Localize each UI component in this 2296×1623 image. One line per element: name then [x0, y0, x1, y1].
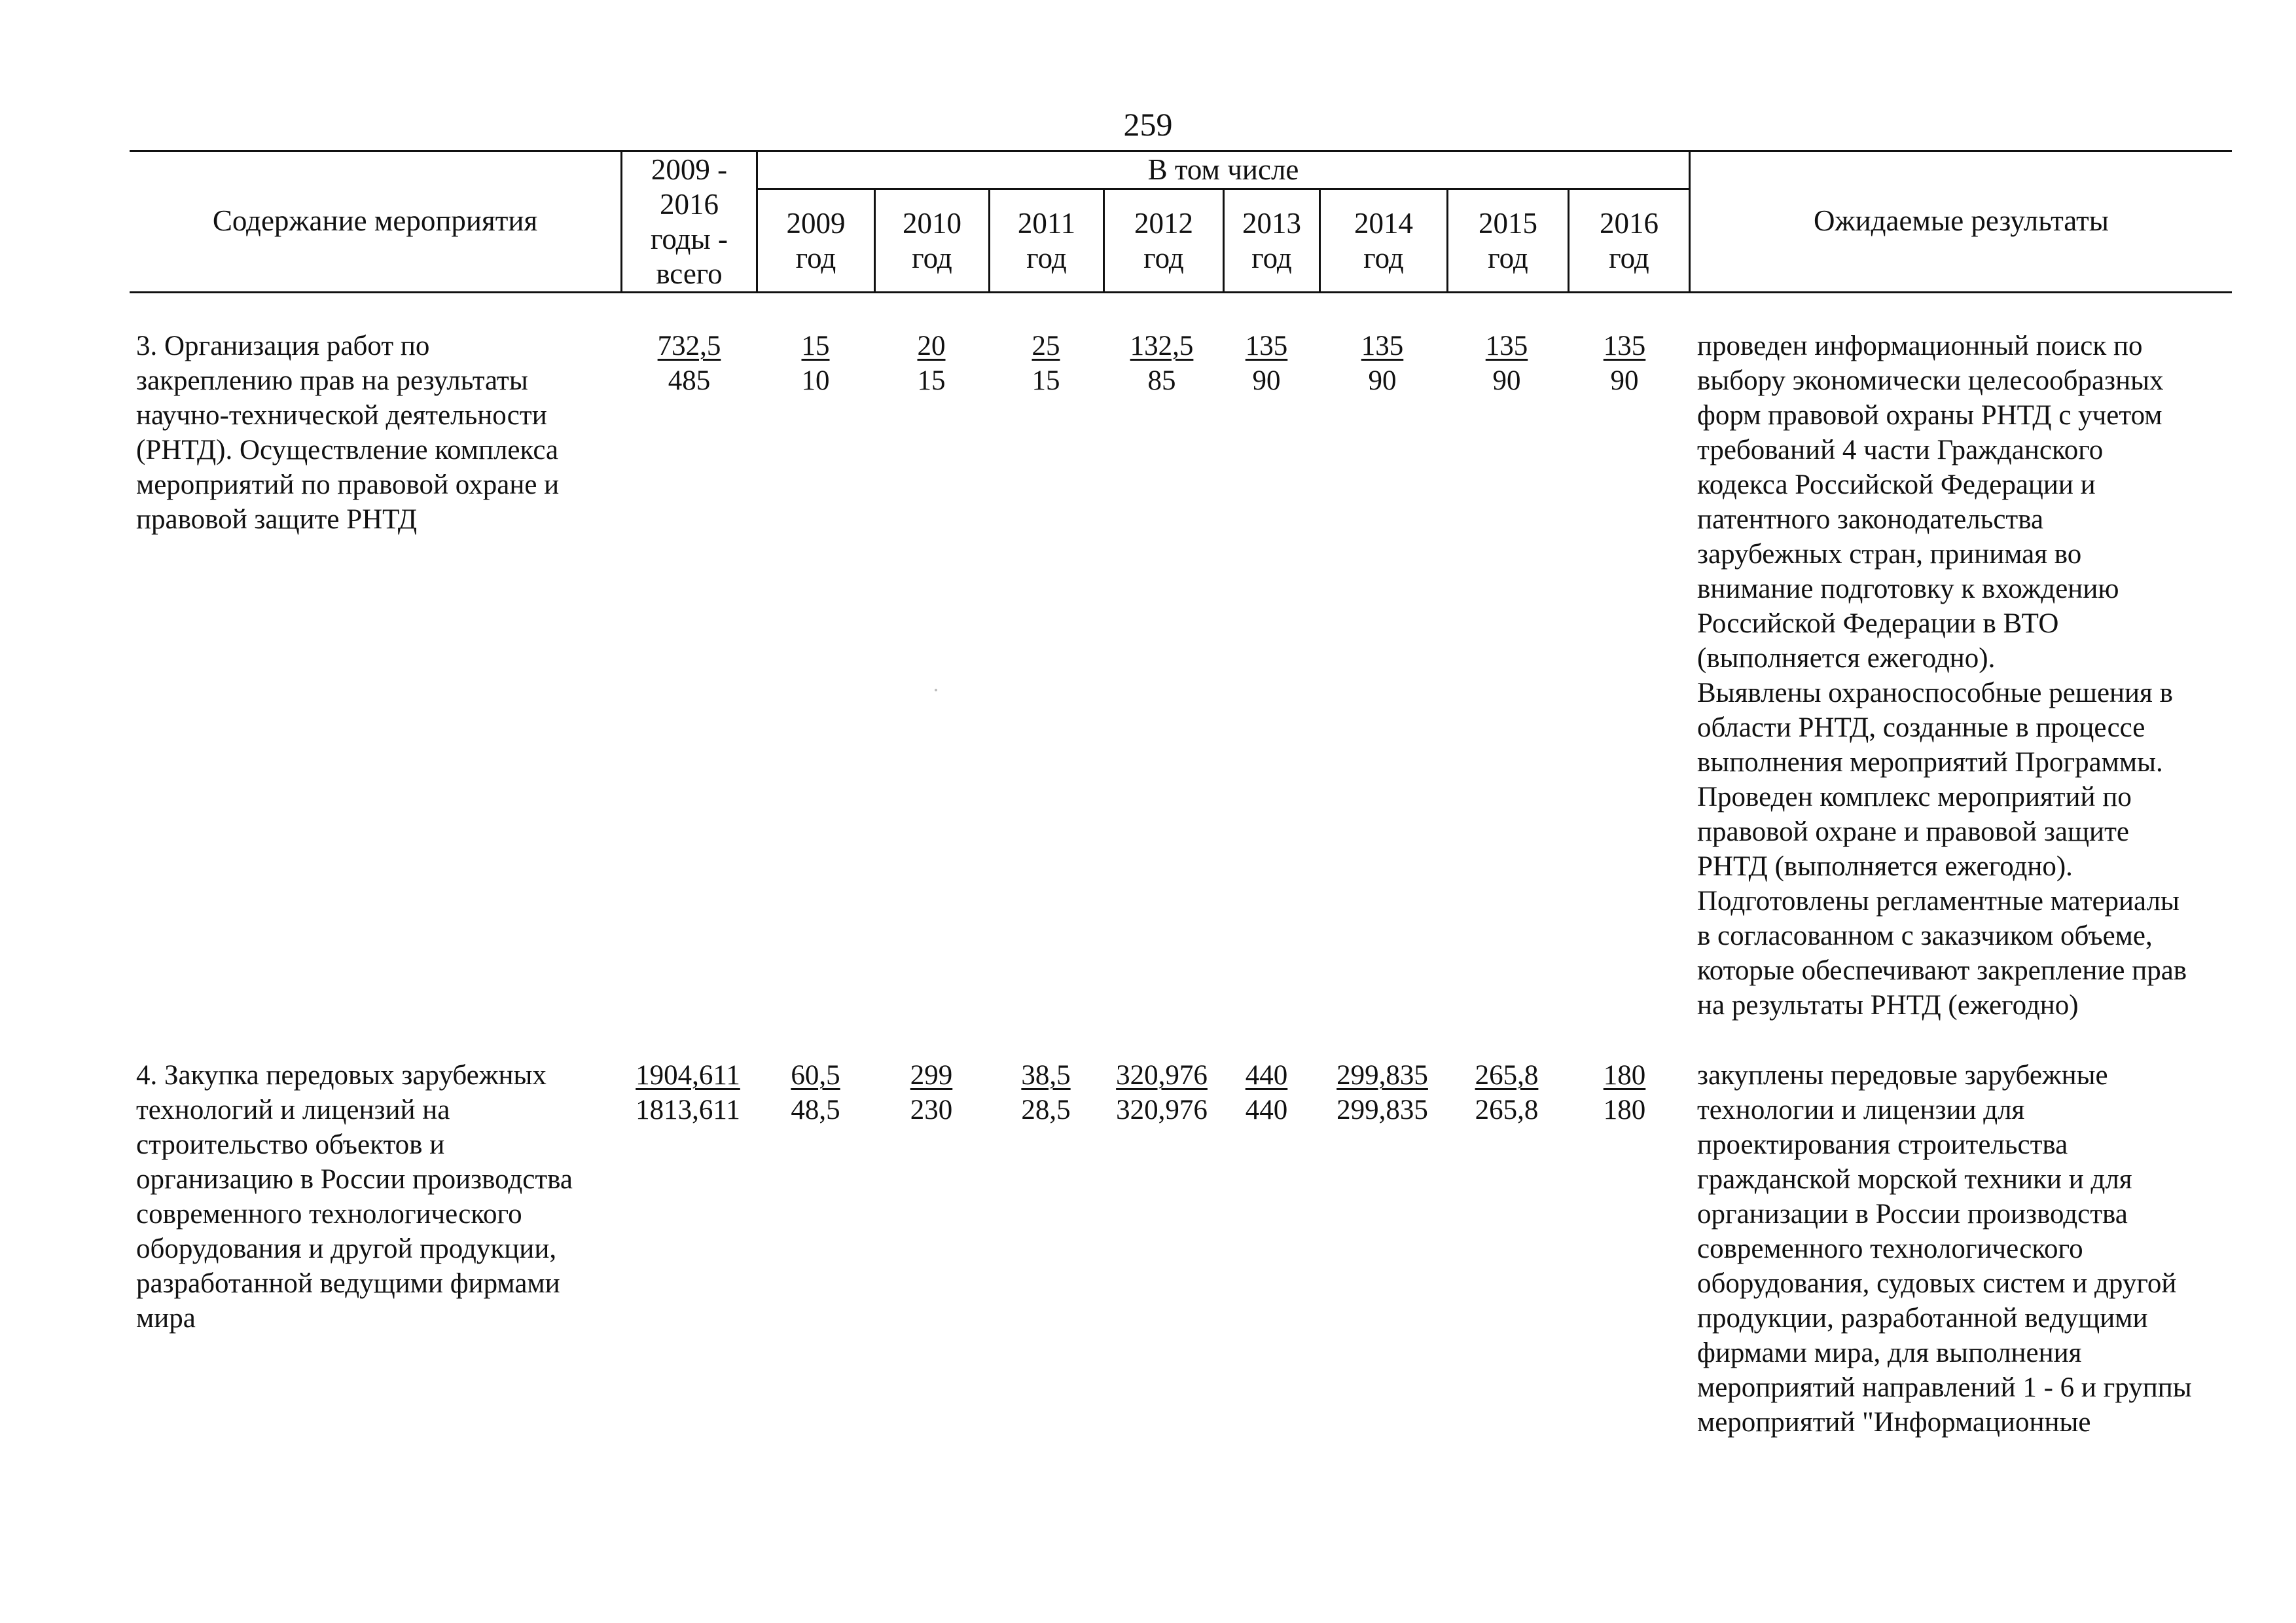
row-4-2016-bottom: 180: [1603, 1095, 1646, 1125]
row-3-year-2013: [1211, 329, 1322, 398]
header-year-2013: [1225, 190, 1319, 291]
row-4-2011-top: 38,5: [1021, 1060, 1071, 1091]
row-3-2015-bottom: 90: [1492, 365, 1521, 396]
row-4-2011-bottom: 28,5: [1021, 1095, 1071, 1125]
row-4-2015-bottom: 265,8: [1475, 1095, 1539, 1125]
row-4-results: закуплены передовые зарубежные технологии и лицензии для проектирования строительства гражданской морской техники и для организации в России производства современного технологического оборудования, судовых систем и другой продукции, разработанной ведущими фирмами мира, для выполнения мероприятий направлений 1 - 6 и группы мероприятий "Информационные: [1697, 1060, 2192, 1438]
row-3-year-2015: [1451, 329, 1562, 398]
row-4-2013-bottom: 440: [1245, 1095, 1288, 1125]
row-3-2013-top: 135: [1245, 331, 1288, 361]
row-4-2014-bottom: 299,835: [1336, 1095, 1428, 1125]
row-3-2012-top: 132,5: [1130, 331, 1194, 361]
row-3-total-top: 732,5: [657, 331, 721, 361]
year-label: 2014: [1354, 206, 1413, 240]
row-3-2011-bottom: 15: [1031, 365, 1060, 396]
header-total-col: [622, 152, 756, 291]
row-3-total: [634, 329, 745, 398]
row-4-total: [632, 1058, 744, 1127]
year-unit: год: [795, 241, 836, 274]
year-label: 2016: [1600, 206, 1659, 240]
header-year-2015: [1448, 190, 1568, 291]
row-4-year-2011: [990, 1058, 1102, 1127]
header-including: [758, 152, 1689, 188]
year-label: 2012: [1134, 206, 1193, 240]
header-results-label: Ожидаемые результаты: [1813, 204, 2109, 237]
header-content-label: Содержание мероприятия: [212, 204, 538, 237]
row-4-year-2010: [876, 1058, 987, 1127]
row-3-2016-top: 135: [1603, 331, 1646, 361]
header-year-2011: [990, 190, 1103, 291]
year-unit: год: [1363, 241, 1404, 274]
row-4-2012-top: 320,976: [1116, 1060, 1208, 1091]
year-unit: год: [1609, 241, 1649, 274]
row-3-2011-top: 25: [1031, 331, 1060, 361]
header-year-2010: [876, 190, 988, 291]
row-4-year-2012: [1106, 1058, 1217, 1127]
row-4-year-2015: [1451, 1058, 1562, 1127]
year-unit: год: [1251, 241, 1292, 274]
row-4-2013-top: 440: [1245, 1060, 1288, 1091]
header-total-line: 2016: [660, 187, 719, 221]
row-3-content: 3. Организация работ по закреплению прав на результаты научно-технической деятельности (РНТД). Осуществление комплекса мероприятий по правовой охране и правовой защите РНТД: [136, 331, 560, 535]
year-unit: год: [1488, 241, 1528, 274]
header-year-2012: [1105, 190, 1223, 291]
row-3-year-2016: [1569, 329, 1680, 398]
row-4-2010-bottom: 230: [910, 1095, 953, 1125]
row-3-2016-bottom: 90: [1610, 365, 1639, 396]
year-label: 2013: [1242, 206, 1301, 240]
header-year-2014: [1321, 190, 1446, 291]
page-number: 259: [1123, 106, 1173, 143]
year-unit: год: [912, 241, 952, 274]
table-header-bottom-rule: [130, 291, 2232, 293]
year-unit: год: [1143, 241, 1184, 274]
row-3-2014-bottom: 90: [1368, 365, 1397, 396]
row-3-2015-top: 135: [1485, 331, 1528, 361]
row-4-total-top: 1904,611: [636, 1060, 740, 1091]
header-year-2009: [758, 190, 874, 291]
row-4-2009-top: 60,5: [791, 1060, 840, 1091]
row-4-2010-top: 299: [910, 1060, 953, 1091]
row-3-2009-bottom: 10: [801, 365, 830, 396]
header-year-2016: [1570, 190, 1689, 291]
row-3-2009-top: 15: [801, 331, 830, 361]
row-4-total-bottom: 1813,611: [636, 1095, 740, 1125]
row-3-2012-bottom: 85: [1147, 365, 1176, 396]
year-unit: год: [1026, 241, 1067, 274]
row-4-year-2009: [760, 1058, 871, 1127]
scan-speck: [935, 689, 937, 691]
row-4-2012-bottom: 320,976: [1116, 1095, 1208, 1125]
row-3-2013-bottom: 90: [1252, 365, 1281, 396]
row-4-2014-top: 299,835: [1336, 1060, 1428, 1091]
year-label: 2011: [1017, 206, 1076, 240]
row-4-2009-bottom: 48,5: [791, 1095, 840, 1125]
row-3-year-2014: [1327, 329, 1438, 398]
header-total-line: всего: [656, 257, 723, 290]
row-4-year-2013: [1211, 1058, 1322, 1127]
row-4-year-2014: [1327, 1058, 1438, 1127]
row-3-total-bottom: 485: [668, 365, 711, 396]
year-label: 2009: [786, 206, 846, 240]
row-4-year-2016: [1569, 1058, 1680, 1127]
row-4-content: 4. Закупка передовых зарубежных технологий и лицензий на строительство объектов и организацию в России производства современного технологического оборудования и другой продукции, разработанной ведущими фирмами мира: [136, 1060, 573, 1334]
header-results-col: [1691, 150, 2232, 291]
row-3-year-2010: [876, 329, 987, 398]
header-total-line: годы -: [651, 222, 728, 255]
year-label: 2010: [903, 206, 961, 240]
year-label: 2015: [1479, 206, 1537, 240]
row-4-2016-top: 180: [1603, 1060, 1646, 1091]
header-including-label: В том числе: [1147, 153, 1299, 186]
row-3-2010-bottom: 15: [917, 365, 946, 396]
row-3-results: проведен информационный поиск по выбору экономически целесообразных форм правовой охраны РНТД с учетом требований 4 части Гражданского кодекса Российской Федерации и патентного законодательства зарубежных стран, принимая во внимание подготовку к вхождению Российской Федерации в ВТО (выполняется ежегодно). Выявлены охраноспособные решения в области РНТД, созданные в процессе выполнения мероприятий Программы. Проведен комплекс мероприятий по правовой охране и правовой защите РНТД (выполняется ежегодно). Подготовлены регламентные материалы в согласованном с заказчиком объеме, которые обеспечивают закрепление прав на результаты РНТД (ежегодно): [1697, 331, 2187, 1021]
row-3-2010-top: 20: [917, 331, 946, 361]
row-3-year-2009: [760, 329, 871, 398]
header-content-col: [130, 150, 620, 291]
row-3-year-2011: [990, 329, 1102, 398]
row-4-2015-top: 265,8: [1475, 1060, 1539, 1091]
header-total-line: 2009 -: [651, 153, 728, 186]
row-3-2014-top: 135: [1361, 331, 1404, 361]
row-3-year-2012: [1106, 329, 1217, 398]
